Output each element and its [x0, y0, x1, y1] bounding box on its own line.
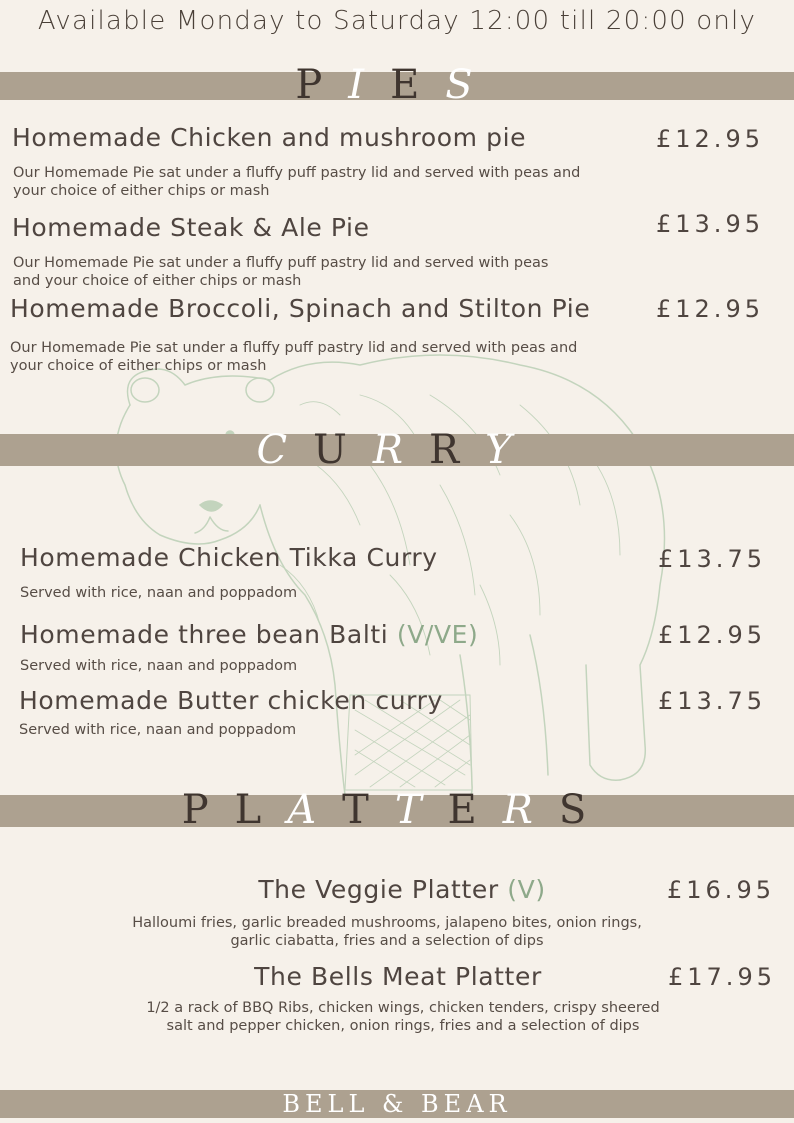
platter-1-desc-line-1: Halloumi fries, garlic breaded mushrooms, jalapeno bites, onion rings, — [132, 915, 642, 931]
curry-3-name: Homemade Butter chicken curry — [19, 686, 443, 715]
section-title-curry: CURRY — [256, 427, 538, 473]
pie-2-price: £13.95 — [656, 210, 764, 238]
platter-1-price: £16.95 — [667, 876, 775, 904]
pie-3-name: Homemade Broccoli, Spinach and Stilton Pie — [10, 294, 591, 323]
availability-note: Available Monday to Saturday 12:00 till 20:00 only — [37, 6, 757, 36]
pie-2-description — [13, 254, 633, 290]
pie-1-desc-line-2: your choice of either chips or mash — [13, 183, 270, 199]
section-title-pies: PIES — [295, 62, 499, 108]
curry-3-price: £13.75 — [658, 687, 766, 715]
section-title-platters: PLATTERS — [181, 787, 613, 833]
pie-2-desc-line-1: Our Homemade Pie sat under a fluffy puff pastry lid and served with peas — [13, 255, 549, 271]
pie-1-desc-line-1: Our Homemade Pie sat under a fluffy puff pastry lid and served with peas and — [13, 165, 581, 181]
pie-3-price: £12.95 — [656, 295, 764, 323]
pie-3-description — [10, 339, 630, 375]
curry-1-name: Homemade Chicken Tikka Curry — [20, 543, 438, 572]
curry-3-description: Served with rice, naan and poppadom — [19, 722, 297, 738]
curry-2-diet-tag: (V/VE) — [396, 620, 479, 649]
platter-1-desc-line-2: garlic ciabatta, fries and a selection of dips — [230, 933, 544, 949]
bear-illustration-icon — [100, 335, 700, 815]
platter-1-description — [77, 914, 697, 950]
curry-2-name — [20, 620, 478, 649]
platter-2-desc-line-1: 1/2 a rack of BBQ Ribs, chicken wings, chicken tenders, crispy sheered — [146, 1000, 660, 1016]
pie-3-desc-line-2: your choice of either chips or mash — [10, 358, 267, 374]
pie-1-price: £12.95 — [656, 125, 764, 153]
curry-2-description: Served with rice, naan and poppadom — [20, 658, 298, 674]
platter-2-desc-line-2: salt and pepper chicken, onion rings, fries and a selection of dips — [166, 1018, 640, 1034]
pie-2-name: Homemade Steak & Ale Pie — [12, 213, 370, 242]
platter-1-diet-tag: (V) — [507, 875, 546, 904]
platter-2-name: The Bells Meat Platter — [254, 962, 542, 991]
pie-3-desc-line-1: Our Homemade Pie sat under a fluffy puff pastry lid and served with peas and — [10, 340, 578, 356]
footer-brand: BELL & BEAR — [282, 1090, 512, 1118]
curry-1-description: Served with rice, naan and poppadom — [20, 585, 298, 601]
platter-2-description — [93, 999, 713, 1035]
platter-1-name — [200, 875, 604, 904]
platter-2-price: £17.95 — [668, 963, 776, 991]
curry-2-name-text: Homemade three bean Balti — [20, 620, 389, 649]
curry-1-price: £13.75 — [658, 545, 766, 573]
pie-2-desc-line-2: and your choice of either chips or mash — [13, 273, 302, 289]
curry-2-price: £12.95 — [658, 621, 766, 649]
pie-1-name: Homemade Chicken and mushroom pie — [12, 123, 527, 152]
pie-1-description — [13, 164, 633, 200]
platter-1-name-text: The Veggie Platter — [258, 875, 499, 904]
